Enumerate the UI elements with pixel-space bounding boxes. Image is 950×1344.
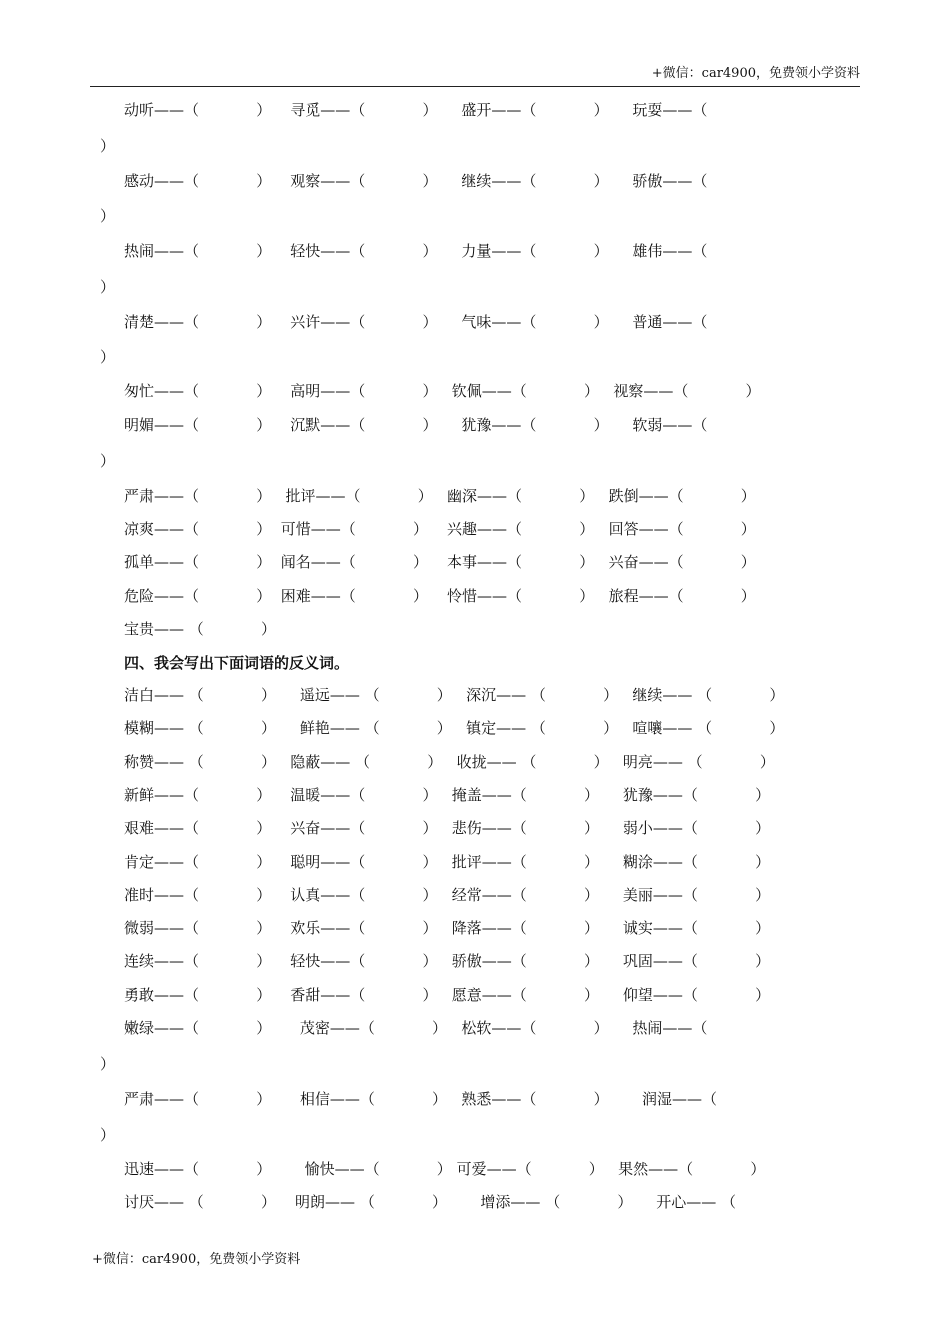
header-text: +微信：car4900，免费领小学资料 <box>651 66 860 81</box>
word-row: 洁白—— （ ） 遥远—— （ ） 深沉—— （ ） 继续—— （ ） <box>124 686 785 704</box>
word-row: 感动——（ ） 观察——（ ） 继续——（ ） 骄傲——（ <box>124 172 708 190</box>
word-row: 新鲜——（ ） 温暖——（ ） 掩盖——（ ） 犹豫——（ ） <box>124 786 771 804</box>
word-row: 嫩绿——（ ） 茂密——（ ） 松软——（ ） 热闹——（ <box>124 1019 708 1037</box>
word-row: 连续——（ ） 轻快——（ ） 骄傲——（ ） 巩固——（ ） <box>124 952 771 970</box>
word-row: 清楚——（ ） 兴许——（ ） 气味——（ ） 普通——（ <box>124 313 708 331</box>
word-row: 迅速——（ ） 愉快——（ ） 可爱——（ ） 果然——（ ） <box>124 1160 766 1178</box>
word-row: 孤单——（ ） 闻名——（ ） 本事——（ ） 兴奋——（ ） <box>124 553 756 571</box>
word-row: ） <box>100 278 116 296</box>
word-row: 严肃——（ ） 相信——（ ） 熟悉——（ ） 润湿——（ <box>124 1090 717 1108</box>
page-footer <box>92 1248 300 1267</box>
word-row: 凉爽——（ ） 可惜——（ ） 兴趣——（ ） 回答——（ ） <box>124 520 756 538</box>
word-row: 微弱——（ ） 欢乐——（ ） 降落——（ ） 诚实——（ ） <box>124 919 771 937</box>
section-heading: 四、我会写出下面词语的反义词。 <box>124 654 350 672</box>
word-row: 艰难——（ ） 兴奋——（ ） 悲伤——（ ） 弱小——（ ） <box>124 819 771 837</box>
word-row: 匆忙——（ ） 高明——（ ） 钦佩——（ ） 视察——（ ） <box>124 382 761 400</box>
word-row: 称赞—— （ ） 隐蔽—— （ ） 收拢—— （ ） 明亮—— （ ） <box>124 753 775 771</box>
word-row: 肯定——（ ） 聪明——（ ） 批评——（ ） 糊涂——（ ） <box>124 853 771 871</box>
word-row: ） <box>100 1055 116 1073</box>
word-row: 宝贵—— （ ） <box>124 620 276 638</box>
word-row: 勇敢——（ ） 香甜——（ ） 愿意——（ ） 仰望——（ ） <box>124 986 771 1004</box>
word-row: 模糊—— （ ） 鲜艳—— （ ） 镇定—— （ ） 喧嚷—— （ ） <box>124 719 785 737</box>
word-row: 动听——（ ） 寻觅——（ ） 盛开——（ ） 玩耍——（ <box>124 101 708 119</box>
word-row: 热闹——（ ） 轻快——（ ） 力量——（ ） 雄伟——（ <box>124 242 708 260</box>
word-row: 讨厌—— （ ） 明朗—— （ ） 增添—— （ ） 开心—— （ <box>124 1193 737 1211</box>
footer-text: +微信：car4900，免费领小学资料 <box>92 1252 301 1267</box>
word-row: ） <box>100 1126 116 1144</box>
word-row: 严肃——（ ） 批评——（ ） 幽深——（ ） 跌倒——（ ） <box>124 487 756 505</box>
word-row: 明媚——（ ） 沉默——（ ） 犹豫——（ ） 软弱——（ <box>124 416 708 434</box>
word-row: ） <box>100 207 116 225</box>
word-row: 危险——（ ） 困难——（ ） 怜惜——（ ） 旅程——（ ） <box>124 587 756 605</box>
word-row: 准时——（ ） 认真——（ ） 经常——（ ） 美丽——（ ） <box>124 886 771 904</box>
word-row: ） <box>100 348 116 366</box>
word-row: ） <box>100 452 116 470</box>
word-row: ） <box>100 137 116 155</box>
